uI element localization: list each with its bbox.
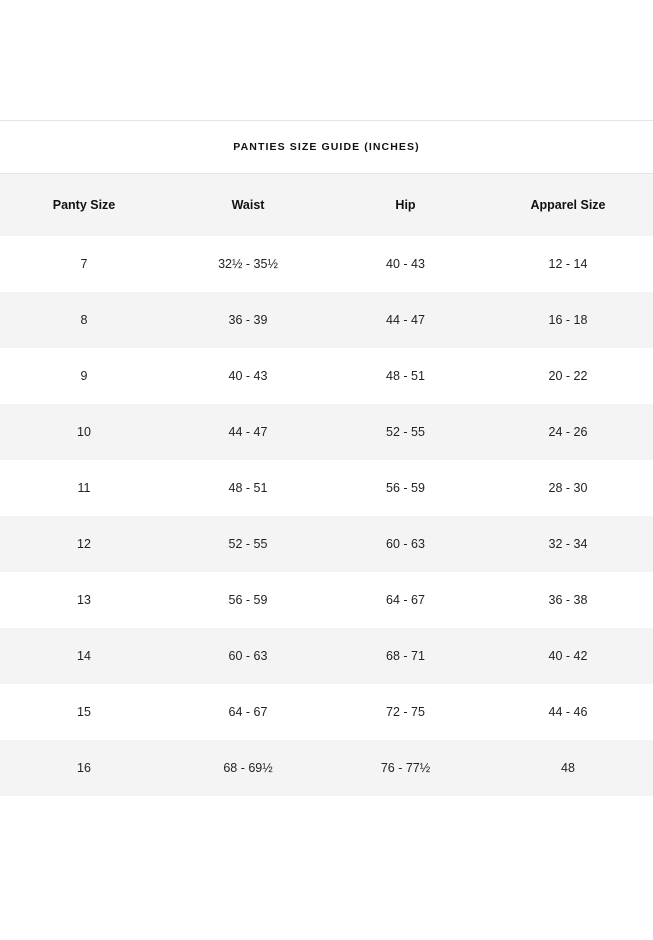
cell-waist: 44 - 47 — [168, 404, 328, 460]
cell-apparel-size: 12 - 14 — [483, 236, 653, 292]
table-header — [0, 174, 653, 236]
cell-waist: 68 - 69½ — [168, 740, 328, 796]
cell-hip: 48 - 51 — [328, 348, 483, 404]
cell-waist: 56 - 59 — [168, 572, 328, 628]
cell-panty-size: 10 — [0, 404, 168, 460]
cell-apparel-size: 16 - 18 — [483, 292, 653, 348]
cell-waist: 48 - 51 — [168, 460, 328, 516]
table-row — [0, 236, 653, 292]
cell-apparel-size: 48 — [483, 740, 653, 796]
column-header-waist: Waist — [168, 174, 328, 236]
page-title: PANTIES SIZE GUIDE (INCHES) — [0, 120, 653, 174]
cell-panty-size: 8 — [0, 292, 168, 348]
cell-panty-size: 16 — [0, 740, 168, 796]
cell-apparel-size: 28 - 30 — [483, 460, 653, 516]
column-header-panty-size: Panty Size — [0, 174, 168, 236]
cell-hip: 44 - 47 — [328, 292, 483, 348]
column-header-apparel-size: Apparel Size — [483, 174, 653, 236]
cell-apparel-size: 36 - 38 — [483, 572, 653, 628]
cell-waist: 64 - 67 — [168, 684, 328, 740]
table-row — [0, 292, 653, 348]
cell-panty-size: 9 — [0, 348, 168, 404]
cell-apparel-size: 44 - 46 — [483, 684, 653, 740]
column-header-hip: Hip — [328, 174, 483, 236]
table-row — [0, 684, 653, 740]
cell-waist: 40 - 43 — [168, 348, 328, 404]
table-header-row — [0, 174, 653, 236]
cell-panty-size: 7 — [0, 236, 168, 292]
cell-hip: 68 - 71 — [328, 628, 483, 684]
cell-waist: 52 - 55 — [168, 516, 328, 572]
table-row — [0, 628, 653, 684]
table-row — [0, 404, 653, 460]
table-row — [0, 348, 653, 404]
table-row — [0, 460, 653, 516]
cell-hip: 64 - 67 — [328, 572, 483, 628]
panties-size-guide-table — [0, 120, 653, 796]
cell-panty-size: 15 — [0, 684, 168, 740]
cell-apparel-size: 32 - 34 — [483, 516, 653, 572]
table-row — [0, 740, 653, 796]
cell-waist: 60 - 63 — [168, 628, 328, 684]
cell-apparel-size: 20 - 22 — [483, 348, 653, 404]
cell-hip: 52 - 55 — [328, 404, 483, 460]
table-row — [0, 572, 653, 628]
table-body — [0, 236, 653, 796]
top-spacer — [0, 0, 653, 120]
cell-panty-size: 11 — [0, 460, 168, 516]
cell-hip: 40 - 43 — [328, 236, 483, 292]
cell-hip: 76 - 77½ — [328, 740, 483, 796]
cell-panty-size: 14 — [0, 628, 168, 684]
cell-panty-size: 13 — [0, 572, 168, 628]
cell-hip: 60 - 63 — [328, 516, 483, 572]
cell-hip: 56 - 59 — [328, 460, 483, 516]
cell-panty-size: 12 — [0, 516, 168, 572]
cell-hip: 72 - 75 — [328, 684, 483, 740]
cell-waist: 32½ - 35½ — [168, 236, 328, 292]
cell-waist: 36 - 39 — [168, 292, 328, 348]
table-row — [0, 516, 653, 572]
cell-apparel-size: 24 - 26 — [483, 404, 653, 460]
cell-apparel-size: 40 - 42 — [483, 628, 653, 684]
